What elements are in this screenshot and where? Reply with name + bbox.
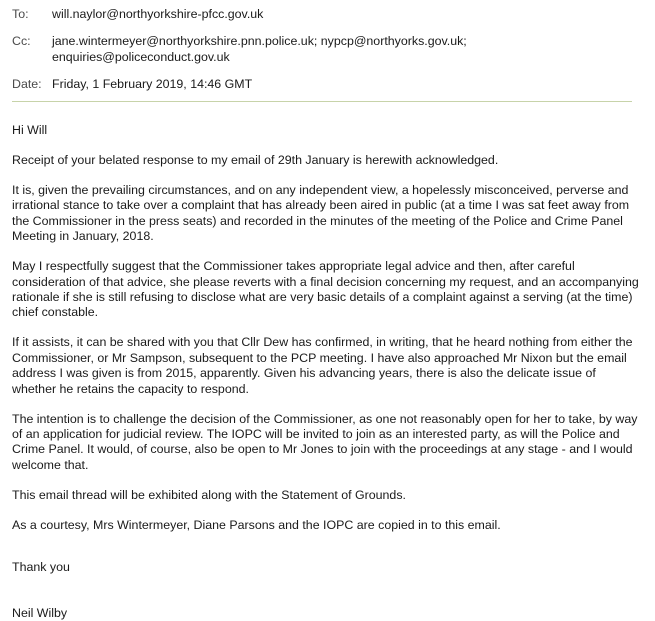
to-label: To: — [12, 7, 29, 21]
paragraph-1: Receipt of your belated response to my email of 29th January is herewith acknowledged. — [12, 153, 499, 167]
paragraph-3: May I respectfully suggest that the Commissioner takes appropriate legal advice and then, after careful consideration of that advice, she please reverts with a final decision concerning my request, and an accompanying rationale if she is still refusing to disclose what are very basic details of a complaint against a serving (at the time) chief constable. — [12, 259, 639, 320]
email-header — [12, 6, 637, 92]
cc-label: Cc: — [12, 34, 31, 48]
paragraph-5: The intention is to challenge the decision of the Commissioner, as one not reasonably open for her to take, by way of an application for judicial review. The IOPC will be invited to join as an interested party, as will the Police and Crime Panel. It would, of course, also be open to Mr Jones to join with the proceedings at any stage - and I would welcome that. — [12, 411, 638, 472]
date-value: Friday, 1 February 2019, 14:46 GMT — [52, 77, 253, 91]
paragraph-7: As a courtesy, Mrs Wintermeyer, Diane Parsons and the IOPC are copied in to this email. — [12, 517, 501, 532]
date-row — [12, 76, 637, 92]
greeting: Hi Will — [12, 123, 48, 137]
to-recipient[interactable]: will.naylor@northyorkshire-pfcc.gov.uk — [52, 7, 264, 21]
paragraph-4: If it assists, it can be shared with you that Cllr Dew has confirmed, in writing, that he heard nothing from either the Commissioner, or Mr Sampson, subsequent to the PCP meeting. I have also approached Mr Nixon but the email address I was given is from 2015, apparently. Given his advancing years, there is also the delicate issue of whether he retains the capacity to respond. — [12, 335, 633, 396]
closing: Thank you — [12, 560, 70, 575]
cc-recipients[interactable]: jane.wintermeyer@northyorkshire.pnn.police.uk; nypcp@northyorks.gov.uk; enquiries@policeconduct.gov.uk — [52, 34, 467, 64]
cc-row — [12, 33, 637, 65]
paragraph-6: This email thread will be exhibited along with the Statement of Grounds. — [12, 487, 406, 502]
to-row — [12, 6, 637, 22]
date-label: Date: — [12, 77, 42, 91]
signature: Neil Wilby — [12, 605, 68, 620]
message-body — [12, 123, 642, 621]
paragraph-2: It is, given the prevailing circumstances, and on any independent view, a hopelessly misconceived, perverse and irrational stance to take over a complaint that has already been aired in public (at a time I was sat feet away from the Commissioner in the press seats) and recorded in the minutes of the meeting of the Police and Crime Panel Meeting in January, 2018. — [12, 183, 630, 244]
header-divider — [12, 101, 632, 102]
